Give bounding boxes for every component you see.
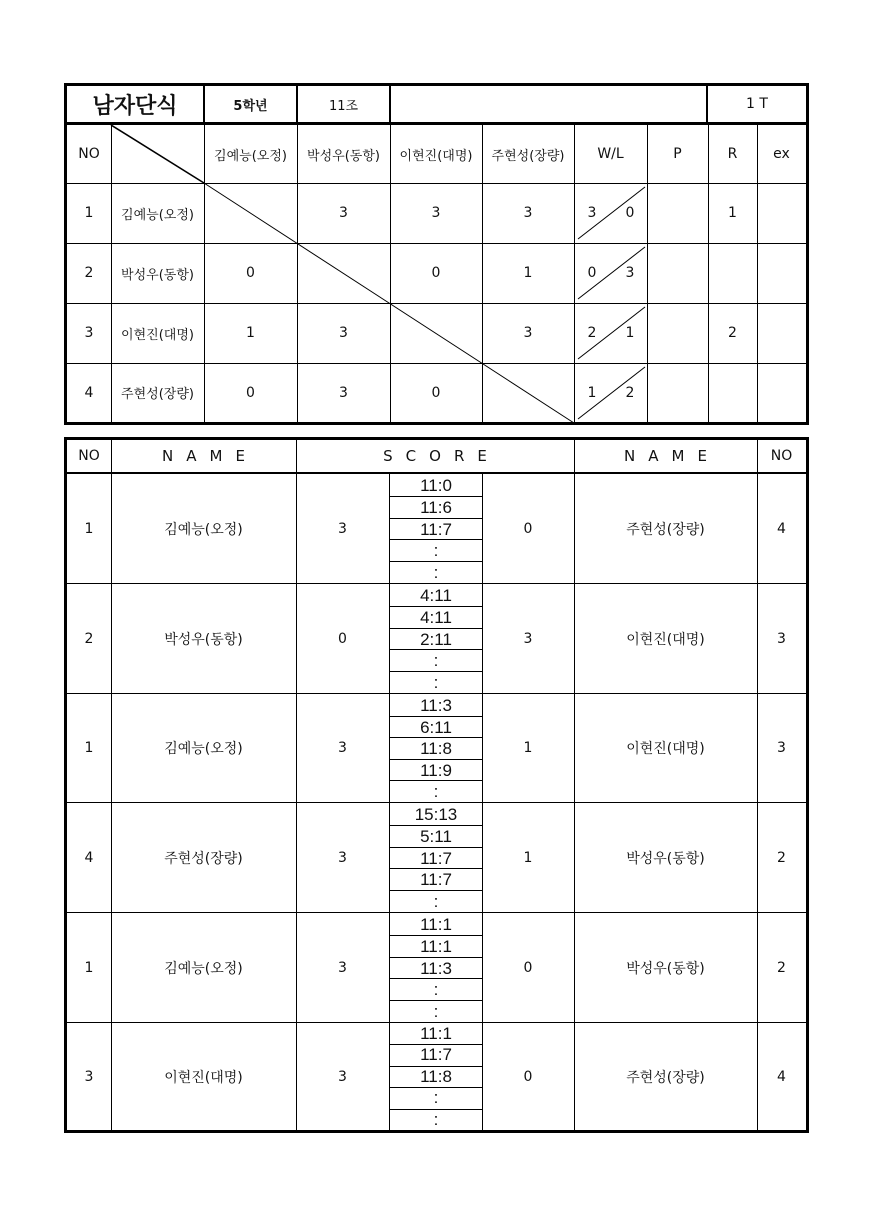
wins: 3 [587, 205, 597, 221]
match-player-left: 김예능(오정) [164, 741, 243, 757]
match-sets-left: 3 [338, 740, 347, 756]
match-player-left: 김예능(오정) [164, 521, 243, 538]
league-cell: 1 [246, 325, 255, 341]
match-no-right: 2 [777, 849, 786, 866]
league-row-no: 4 [84, 384, 94, 401]
league-cell [390, 303, 482, 363]
points [647, 183, 708, 243]
match-no-right-header: NO [770, 448, 793, 464]
league-cell: 0 [246, 384, 255, 401]
game-score: : [433, 891, 439, 911]
extra [757, 243, 806, 303]
match-player-left: 이현진(대명) [164, 1069, 243, 1086]
league-cell [482, 363, 574, 422]
match-player-right: 이현진(대명) [626, 741, 705, 757]
game-score: : [433, 562, 439, 582]
match-no-left: 1 [84, 959, 94, 976]
league-row-name: 주현성(장량) [121, 387, 194, 402]
league-cell: 3 [523, 325, 533, 341]
league-row-name: 김예능(오정) [121, 207, 194, 223]
match-sets-right: 0 [523, 959, 533, 976]
match-sets-left: 3 [338, 849, 347, 866]
match-player-right: 주현성(장량) [626, 1069, 705, 1086]
game-score: 11:6 [420, 497, 452, 517]
league-cell: 0 [246, 265, 255, 281]
league-cell [297, 243, 390, 303]
points [647, 243, 708, 303]
losses: 1 [625, 325, 635, 341]
game-score: 11:7 [420, 848, 452, 868]
match-score-header: SCORE [383, 447, 500, 465]
league-cell: 0 [431, 384, 441, 401]
game-score: : [433, 1088, 439, 1107]
wins: 1 [587, 385, 597, 401]
match-sets-right: 1 [523, 849, 533, 866]
game-score: : [433, 1001, 439, 1021]
game-score: 6:11 [420, 717, 452, 737]
wins: 2 [587, 325, 597, 341]
game-score: 11:3 [420, 695, 452, 715]
game-score: 11:1 [420, 936, 452, 956]
game-score: 11:8 [420, 738, 452, 758]
match-sets-right: 3 [523, 630, 533, 647]
game-score: 4:11 [420, 585, 452, 605]
league-row-no: 1 [84, 205, 94, 221]
match-name-left-header: NAME [162, 447, 258, 465]
match-no-left: 2 [84, 630, 94, 647]
match-no-right: 3 [777, 740, 786, 756]
losses: 2 [625, 385, 635, 401]
extra [757, 183, 806, 243]
points [647, 303, 708, 363]
rank [708, 363, 757, 422]
wl-header: W/L [597, 146, 624, 162]
league-cell: 3 [431, 205, 441, 221]
match-player-right: 주현성(장량) [626, 521, 705, 538]
game-score: 15:13 [414, 804, 458, 824]
game-score: : [433, 672, 439, 692]
game-score: : [433, 650, 439, 670]
match-sets-left: 0 [338, 630, 347, 647]
match-no-left: 1 [84, 740, 94, 756]
r-header: R [727, 146, 738, 162]
game-score: 11:1 [420, 1024, 452, 1043]
extra [757, 303, 806, 363]
game-score: 11:0 [420, 475, 452, 495]
match-player-left: 박성우(동항) [164, 631, 243, 648]
match-sets-right: 0 [523, 520, 533, 537]
game-score: : [433, 540, 439, 560]
league-player-header: 김예능(오정) [214, 148, 287, 164]
league-cell: 3 [339, 325, 348, 341]
ex-header: ex [773, 146, 790, 162]
group-label: 11조 [328, 98, 359, 114]
league-no-header: NO [78, 146, 100, 162]
match-no-left: 3 [84, 1068, 94, 1085]
losses: 3 [625, 265, 635, 281]
points [647, 363, 708, 422]
match-no-left: 4 [84, 849, 94, 866]
match-player-left: 김예능(오정) [164, 960, 243, 977]
league-player-header: 박성우(동항) [307, 148, 380, 164]
league-row-name: 이현진(대명) [121, 327, 194, 343]
match-player-right: 박성우(동항) [626, 850, 705, 867]
game-score: 11:7 [420, 1045, 452, 1064]
match-no-left-header: NO [78, 448, 100, 464]
p-header: P [673, 146, 682, 162]
game-score: 11:9 [420, 760, 452, 780]
league-cell: 0 [431, 265, 441, 281]
league-cell: 1 [523, 265, 533, 281]
league-row-name: 박성우(동항) [121, 267, 194, 283]
match-sets-right: 0 [523, 1068, 533, 1085]
match-player-right: 박성우(동항) [626, 960, 705, 977]
grade-label: 5학년 [233, 98, 268, 114]
league-cell: 3 [339, 205, 348, 221]
game-score: : [433, 1110, 439, 1129]
game-score: 11:7 [420, 869, 452, 889]
match-no-right: 2 [777, 959, 786, 976]
game-score: 2:11 [420, 629, 452, 649]
game-score: 11:7 [420, 519, 452, 539]
match-player-right: 이현진(대명) [626, 631, 705, 648]
game-score: 11:3 [420, 958, 452, 978]
match-sets-right: 1 [523, 740, 533, 756]
match-name-right-header: NAME [624, 447, 720, 465]
game-score: 4:11 [420, 607, 452, 627]
extra [757, 363, 806, 422]
game-score: : [433, 979, 439, 999]
wins: 0 [587, 265, 597, 281]
header-corner-diagonal [111, 125, 204, 183]
match-sets-left: 3 [338, 1068, 347, 1085]
match-sets-left: 3 [338, 959, 347, 976]
game-score: 11:1 [420, 914, 452, 934]
game-score: 5:11 [420, 826, 452, 846]
league-row-no: 3 [84, 325, 94, 341]
league-player-header: 이현진(대명) [399, 148, 473, 164]
game-score: : [433, 781, 439, 801]
league-cell: 3 [339, 384, 348, 401]
match-no-right: 4 [777, 1068, 786, 1085]
match-sets-left: 3 [338, 520, 347, 537]
round-label: 1 T [746, 96, 768, 112]
league-row-no: 2 [84, 265, 94, 281]
league-player-header: 주현성(장량) [491, 148, 565, 164]
losses: 0 [625, 205, 635, 221]
event-title: 남자단식 [92, 93, 178, 119]
league-cell [204, 183, 297, 243]
rank: 2 [728, 325, 737, 341]
game-score: 11:8 [420, 1067, 452, 1086]
match-no-right: 3 [777, 630, 786, 647]
rank [708, 243, 757, 303]
match-no-right: 4 [777, 520, 786, 537]
match-player-left: 주현성(장량) [164, 850, 243, 867]
league-cell: 3 [523, 205, 533, 221]
rank: 1 [728, 205, 737, 221]
match-no-left: 1 [84, 520, 94, 537]
